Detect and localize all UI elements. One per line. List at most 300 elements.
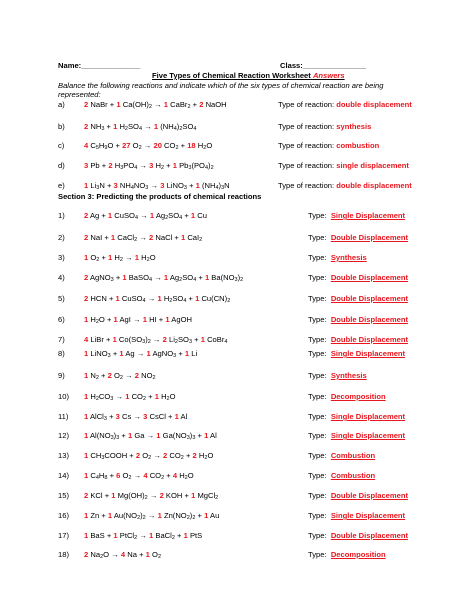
- answer-text: Double Displacement: [330, 335, 409, 344]
- subscript: 3: [221, 185, 225, 191]
- formula-token: +: [101, 161, 107, 170]
- type-prefix: Type:: [308, 471, 327, 480]
- coefficient: 2: [84, 273, 89, 282]
- subscript: 2: [215, 495, 219, 501]
- answer-text: Double Displacement: [330, 491, 409, 500]
- formula-token: Ag: [155, 211, 166, 220]
- formula-token: ): [145, 335, 148, 344]
- coefficient: 3: [115, 412, 120, 421]
- formula-token: C: [90, 141, 96, 150]
- reaction-type: [308, 335, 408, 344]
- subscript: 2: [134, 535, 138, 541]
- subscript: 2: [147, 339, 151, 345]
- formula-token: →: [154, 100, 162, 109]
- row-label: 1): [58, 211, 65, 220]
- formula-token: +: [180, 141, 186, 150]
- subscript: 2: [179, 277, 183, 283]
- answer-text: combustion: [336, 141, 380, 150]
- subscript: 3: [142, 339, 146, 345]
- formula-token: O: [142, 451, 149, 460]
- formula-token: H: [155, 161, 161, 170]
- answer-text: double displacement: [336, 181, 412, 190]
- formula-token: +: [106, 122, 111, 131]
- type-prefix: Type:: [308, 233, 327, 242]
- formula-token: O: [206, 141, 213, 150]
- formula-token: SO: [127, 122, 139, 131]
- formula-token: (PO: [191, 161, 205, 170]
- formula-token: NO: [141, 371, 153, 380]
- row-label: a): [58, 100, 65, 109]
- answer-text: double displacement: [336, 100, 412, 109]
- formula-token: N: [99, 181, 105, 190]
- answer-text: Double Displacement: [330, 315, 409, 324]
- row-label: 3): [58, 253, 65, 262]
- subscript: 2: [137, 515, 141, 521]
- type-prefix: Type of reaction:: [278, 100, 335, 109]
- formula-token: CaCl: [117, 233, 135, 242]
- subscript: 3: [186, 435, 190, 441]
- formula-token: +: [112, 349, 118, 358]
- formula-token: H: [90, 392, 96, 401]
- reaction-type: [308, 471, 375, 480]
- coefficient: 1: [195, 181, 200, 190]
- formula-token: CO: [169, 451, 181, 460]
- type-prefix: Type of reaction:: [278, 161, 335, 170]
- coefficient: 1: [116, 100, 121, 109]
- formula-token: NaBr: [90, 100, 108, 109]
- coefficient: 1: [84, 181, 89, 190]
- formula-token: Zn: [90, 511, 100, 520]
- formula-token: PtCl: [119, 531, 135, 540]
- formula-token: +: [166, 471, 171, 480]
- formula-token: BaCl: [155, 531, 172, 540]
- equation-5: [84, 294, 230, 303]
- subscript: 3: [96, 185, 100, 191]
- subscript: 3: [234, 277, 238, 283]
- answer-text: synthesis: [336, 122, 372, 131]
- subscript: 4: [142, 298, 146, 304]
- subscript: 3: [110, 396, 114, 402]
- formula-token: H: [98, 471, 105, 480]
- subscript: 3: [183, 185, 187, 191]
- coefficient: 1: [190, 211, 196, 220]
- coefficient: 18: [187, 141, 196, 150]
- type-prefix: Type:: [308, 273, 327, 282]
- subscript: 5: [95, 145, 99, 151]
- type-prefix: Type:: [308, 253, 327, 262]
- formula-token: LiBr: [90, 335, 104, 344]
- subscript: 2: [95, 375, 99, 381]
- formula-token: Al: [180, 412, 188, 421]
- subscript: 4: [134, 165, 138, 171]
- formula-token: COOH: [104, 451, 128, 460]
- formula-token: O: [98, 315, 105, 324]
- row-label: 15): [58, 491, 69, 500]
- type-prefix: Type:: [308, 211, 327, 220]
- coefficient: 1: [84, 451, 89, 460]
- subscript: 3: [188, 165, 192, 171]
- answer-text: Double Displacement: [330, 233, 409, 242]
- subscript: 2: [180, 455, 184, 461]
- formula-token: CO: [98, 392, 111, 401]
- equation-13: [84, 451, 213, 460]
- subscript: 4: [95, 475, 99, 481]
- formula-token: +: [189, 181, 194, 190]
- formula-token: →: [147, 511, 156, 520]
- coefficient: 4: [172, 471, 178, 480]
- subscript: 2: [192, 515, 196, 521]
- formula-token: →: [154, 273, 162, 282]
- type-prefix: Type:: [308, 431, 327, 440]
- coefficient: 3: [84, 161, 89, 170]
- formula-token: H: [161, 392, 167, 401]
- subscript: 2: [186, 515, 190, 521]
- type-prefix: Type:: [308, 371, 327, 380]
- answer-text: Double Displacement: [330, 531, 409, 540]
- formula-token: (NH: [160, 122, 174, 131]
- reaction-type: [308, 233, 408, 242]
- subscript: 2: [142, 396, 147, 402]
- subscript: 2: [157, 554, 162, 560]
- subscript: 3: [116, 435, 120, 441]
- formula-token: +: [104, 233, 109, 242]
- formula-token: +: [185, 451, 191, 460]
- formula-token: +: [178, 349, 183, 358]
- coefficient: 2: [159, 491, 164, 500]
- formula-token: O: [207, 451, 214, 460]
- formula-token: +: [104, 491, 110, 500]
- formula-token: +: [101, 211, 106, 220]
- formula-token: Al: [210, 431, 217, 440]
- coefficient: 1: [108, 253, 113, 262]
- formula-token: +: [115, 141, 120, 150]
- coefficient: 1: [84, 412, 89, 421]
- formula-token: →: [150, 181, 159, 190]
- row-label: 16): [58, 511, 69, 520]
- formula-token: →: [133, 412, 141, 421]
- coefficient: 2: [162, 335, 167, 344]
- subscript: 4: [224, 339, 228, 345]
- coefficient: 1: [204, 273, 210, 282]
- answer-text: Single Displacement: [330, 431, 406, 440]
- reaction-type: [308, 511, 405, 520]
- equation-3: [84, 253, 156, 262]
- formula-token: H: [114, 161, 121, 170]
- row-label: e): [58, 181, 65, 190]
- formula-token: BaSO: [128, 273, 149, 282]
- formula-token: +: [106, 531, 112, 540]
- formula-token: +: [109, 471, 115, 480]
- type-prefix: Type:: [308, 511, 327, 520]
- answer-text: Synthesis: [330, 371, 367, 380]
- reaction-type: [308, 211, 405, 220]
- subscript: 2: [165, 215, 169, 221]
- equation-7: [84, 335, 227, 344]
- formula-token: +: [109, 412, 114, 421]
- type-prefix: Type:: [308, 550, 327, 559]
- formula-token: CuSO: [121, 294, 143, 303]
- row-label: 6): [58, 315, 65, 324]
- formula-token: NH: [90, 122, 102, 131]
- formula-token: HCN: [90, 294, 107, 303]
- row-label: c): [58, 141, 65, 150]
- row-label: 5): [58, 294, 65, 303]
- subscript: 2: [100, 554, 104, 560]
- formula-token: HI: [149, 315, 157, 324]
- formula-token: ): [189, 431, 193, 440]
- formula-token: H: [198, 451, 205, 460]
- title-text: Five Types of Chemical Reaction Worksheet: [152, 71, 311, 80]
- formula-token: →: [139, 531, 147, 540]
- row-label: 13): [58, 451, 69, 460]
- answer-text: Decomposition: [330, 550, 386, 559]
- formula-token: H: [119, 122, 125, 131]
- coefficient: 1: [157, 294, 162, 303]
- row-label: 14): [58, 471, 69, 480]
- answer-text: single displacement: [336, 161, 409, 170]
- formula-token: Mg(OH): [117, 491, 145, 500]
- formula-token: AlCl: [89, 412, 104, 421]
- formula-token: O: [152, 550, 158, 559]
- equation-a: [84, 100, 227, 109]
- formula-token: SO: [168, 211, 180, 220]
- formula-token: BaS: [90, 531, 105, 540]
- coefficient: 2: [108, 161, 113, 170]
- answer-text: Combustion: [330, 451, 376, 460]
- formula-token: Al(NO: [89, 431, 111, 440]
- subscript: 2: [187, 104, 191, 110]
- formula-token: Pb: [90, 161, 100, 170]
- page-title: [152, 71, 345, 80]
- subscript: 2: [227, 298, 231, 304]
- coefficient: 1: [149, 531, 154, 540]
- coefficient: 1: [111, 491, 116, 500]
- subscript: 2: [166, 396, 170, 402]
- equation-e: [84, 181, 230, 190]
- formula-token: →: [125, 253, 133, 262]
- formula-token: H: [163, 294, 170, 303]
- subscript: 4: [204, 165, 209, 171]
- coefficient: 1: [84, 349, 89, 358]
- subscript: 2: [148, 104, 152, 110]
- subscript: 2: [152, 375, 156, 381]
- formula-token: +: [101, 511, 106, 520]
- formula-token: →: [111, 550, 119, 559]
- row-label: 11): [58, 412, 69, 421]
- formula-token: O: [169, 392, 176, 401]
- coefficient: 2: [135, 451, 141, 460]
- subscript: 3: [188, 339, 193, 345]
- formula-token: +: [168, 412, 173, 421]
- type-prefix: Type:: [308, 531, 327, 540]
- subscript: 2: [160, 165, 165, 171]
- subscript: 4: [193, 126, 197, 132]
- formula-token: Co(SO: [118, 335, 143, 344]
- coefficient: 2: [149, 233, 154, 242]
- formula-token: →: [115, 392, 124, 401]
- formula-token: H: [90, 315, 96, 324]
- coefficient: 1: [119, 349, 124, 358]
- equation-16: [84, 511, 219, 520]
- subscript: 2: [119, 375, 123, 381]
- formula-token: →: [146, 431, 155, 440]
- coefficient: 4: [143, 471, 148, 480]
- formula-token: ): [237, 273, 241, 282]
- formula-token: ): [176, 122, 180, 131]
- coefficient: 1: [145, 550, 150, 559]
- formula-token: SO: [177, 335, 189, 344]
- formula-token: CaI: [187, 233, 200, 242]
- formula-token: →: [125, 371, 133, 380]
- formula-token: →: [139, 161, 148, 170]
- formula-token: ): [113, 431, 117, 440]
- subscript: 2: [119, 257, 123, 263]
- type-prefix: Type:: [308, 491, 327, 500]
- section-3-heading: Section 3: Predicting the products of chemical reactions: [58, 192, 262, 201]
- coefficient: 1: [84, 315, 89, 324]
- subscript: 2: [171, 535, 175, 541]
- type-prefix: Type:: [308, 392, 327, 401]
- subscript: 2: [96, 257, 100, 263]
- formula-token: LiNO: [166, 181, 184, 190]
- subscript: 3: [103, 416, 107, 422]
- subscript: 2: [144, 495, 148, 501]
- subscript: 3: [145, 185, 149, 191]
- coefficient: 3: [160, 181, 165, 190]
- equation-15: [84, 491, 218, 500]
- coefficient: 4: [120, 550, 126, 559]
- reaction-type: [308, 253, 367, 262]
- coefficient: 1: [154, 392, 159, 401]
- formula-token: +: [188, 294, 193, 303]
- formula-token: C: [90, 471, 96, 480]
- row-label: 8): [58, 349, 65, 358]
- formula-token: +: [108, 294, 114, 303]
- coefficient: 3: [143, 412, 148, 421]
- formula-token: →: [132, 315, 141, 324]
- reaction-type: [308, 315, 408, 324]
- answer-text: Synthesis: [330, 253, 367, 262]
- subscript: 2: [146, 257, 150, 263]
- subscript: 2: [240, 277, 244, 283]
- formula-token: CsCl: [149, 412, 166, 421]
- formula-token: +: [106, 315, 112, 324]
- coefficient: 3: [113, 181, 118, 190]
- formula-token: CaBr: [170, 100, 188, 109]
- type-prefix: Type:: [308, 451, 327, 460]
- subscript: 4: [179, 215, 183, 221]
- reaction-type: [278, 161, 409, 170]
- formula-token: H: [114, 253, 120, 262]
- coefficient: 1: [149, 211, 155, 220]
- formula-token: MgCl: [197, 491, 216, 500]
- formula-token: Pb: [179, 161, 189, 170]
- answer-text: Decomposition: [330, 392, 386, 401]
- subscript: 3: [101, 455, 105, 461]
- subscript: 2: [184, 475, 188, 481]
- coefficient: 2: [84, 122, 89, 131]
- reaction-type: [308, 273, 408, 282]
- type-prefix: Type:: [308, 349, 327, 358]
- coefficient: 1: [84, 471, 89, 480]
- coefficient: 1: [122, 273, 127, 282]
- row-label: 17): [58, 531, 69, 540]
- formula-token: O: [90, 253, 97, 262]
- coefficient: 1: [113, 531, 118, 540]
- subscript: 4: [183, 298, 187, 304]
- coefficient: 27: [122, 141, 131, 150]
- row-label: b): [58, 122, 65, 131]
- reaction-type: [308, 349, 405, 358]
- coefficient: 1: [195, 294, 200, 303]
- coefficient: 1: [107, 211, 113, 220]
- formula-token: →: [140, 211, 148, 220]
- formula-token: +: [174, 233, 179, 242]
- coefficient: 1: [183, 531, 188, 540]
- subscript: 2: [210, 165, 214, 171]
- formula-token: +: [184, 211, 189, 220]
- answer-text: Combustion: [330, 471, 376, 480]
- coefficient: 2: [84, 294, 89, 303]
- coefficient: 1: [172, 161, 177, 170]
- formula-token: CO: [131, 392, 143, 401]
- subscript: 3: [107, 353, 111, 359]
- subscript: 3: [173, 353, 177, 359]
- coefficient: 1: [84, 371, 89, 380]
- subscript: 4: [138, 126, 143, 132]
- formula-token: O: [103, 550, 110, 559]
- subscript: 2: [175, 145, 179, 151]
- subscript: 2: [95, 396, 99, 402]
- formula-token: AgNO: [89, 273, 111, 282]
- subscript: 2: [128, 475, 132, 481]
- formula-token: AgNO: [152, 349, 174, 358]
- formula-token: +: [106, 181, 112, 190]
- formula-token: CH: [90, 451, 102, 460]
- formula-token: O: [107, 141, 114, 150]
- formula-token: Ag: [169, 273, 180, 282]
- formula-token: Na: [90, 550, 101, 559]
- formula-token: O: [122, 471, 129, 480]
- subscript: 2: [174, 339, 178, 345]
- formula-token: →: [153, 451, 161, 460]
- subscript: 2: [148, 455, 152, 461]
- formula-token: NaCl: [155, 233, 173, 242]
- formula-token: +: [115, 273, 121, 282]
- formula-token: O: [187, 471, 194, 480]
- coefficient: 2: [84, 233, 89, 242]
- type-prefix: Type of reaction:: [278, 122, 335, 131]
- formula-token: O: [132, 141, 139, 150]
- formula-token: ): [218, 181, 222, 190]
- coefficient: 1: [174, 412, 179, 421]
- subscript: 2: [204, 455, 208, 461]
- formula-token: +: [177, 531, 182, 540]
- formula-token: Au(NO: [113, 511, 138, 520]
- subscript: 4: [130, 185, 134, 191]
- coefficient: 1: [84, 431, 89, 440]
- subscript: 2: [138, 145, 142, 151]
- formula-token: +: [109, 100, 115, 109]
- formula-token: Au: [210, 511, 220, 520]
- coefficient: 1: [156, 431, 161, 440]
- formula-token: +: [148, 392, 153, 401]
- subscript: 4: [173, 126, 177, 132]
- coefficient: 1: [204, 431, 209, 440]
- coefficient: 1: [184, 349, 190, 358]
- coefficient: 2: [84, 211, 89, 220]
- reaction-type: [308, 392, 386, 401]
